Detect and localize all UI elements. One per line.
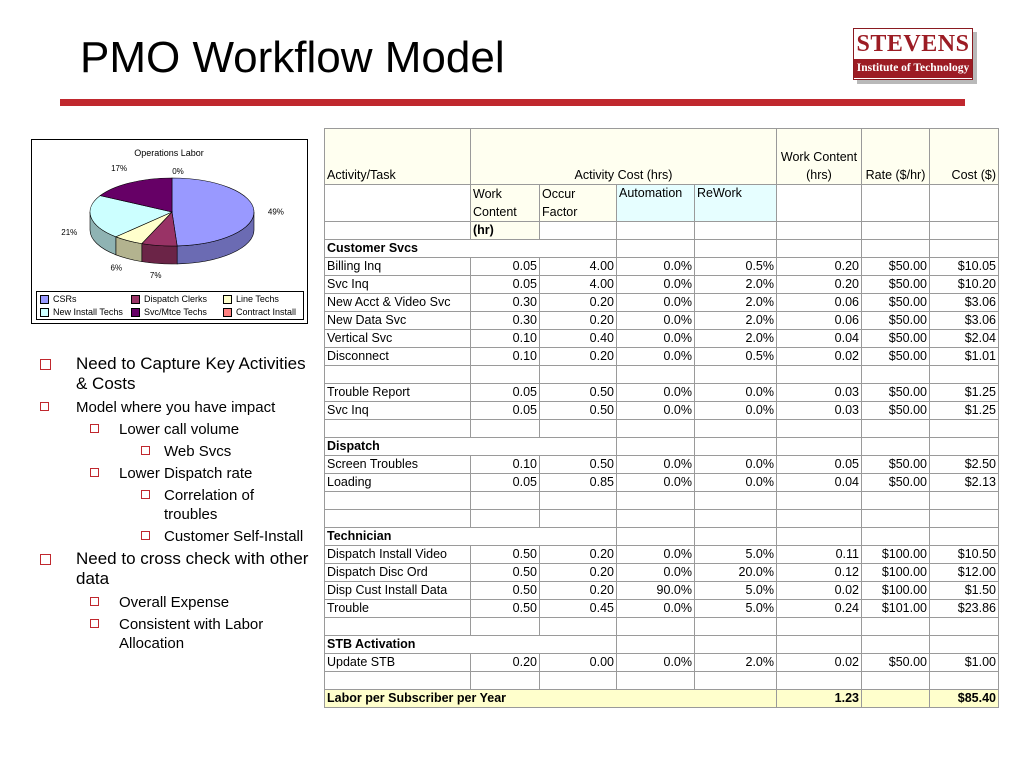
work-content-cell: 0.50	[471, 582, 540, 600]
activity-label: New Data Svc	[325, 312, 471, 330]
bullet-box-icon	[40, 554, 51, 565]
legend-item	[40, 307, 123, 317]
bullet-labor-allocation: Consistent with Labor Allocation	[36, 615, 311, 653]
rate-cell: $50.00	[862, 330, 930, 348]
slide-title: PMO Workflow Model	[80, 33, 505, 82]
cost-cell: $12.00	[930, 564, 999, 582]
pie-label: 17%	[111, 164, 128, 174]
cost-cell: $1.01	[930, 348, 999, 366]
rework-cell: 5.0%	[695, 546, 777, 564]
activity-label: Svc Inq	[325, 402, 471, 420]
occur-factor-cell: 0.85	[540, 474, 617, 492]
rework-cell: 2.0%	[695, 294, 777, 312]
work-content-cell: 0.05	[471, 258, 540, 276]
table-blank-row	[325, 420, 999, 438]
header-work-content: Work Content (hrs)	[777, 129, 862, 185]
occur-factor-cell: 0.00	[540, 654, 617, 672]
bullet-box-icon	[90, 619, 99, 628]
bullet-list	[36, 354, 311, 656]
bullet-box-icon	[40, 359, 51, 370]
header-rate: Rate ($/hr)	[862, 129, 930, 185]
bullet-box-icon	[90, 468, 99, 477]
automation-cell: 0.0%	[617, 474, 695, 492]
table-row	[325, 546, 999, 564]
subheader-occur-factor: Occur Factor	[540, 185, 617, 222]
table-blank-row	[325, 618, 999, 636]
legend-item	[223, 307, 296, 317]
workflow-table	[324, 128, 999, 708]
table-row	[325, 384, 999, 402]
rework-cell: 5.0%	[695, 582, 777, 600]
table-row	[325, 564, 999, 582]
subheader-automation: Automation	[617, 185, 695, 222]
logo-name: STEVENS	[856, 31, 970, 57]
total-cost: $85.40	[930, 690, 999, 708]
activity-label: Disp Cust Install Data	[325, 582, 471, 600]
work-hrs-cell: 0.04	[777, 474, 862, 492]
rate-cell: $50.00	[862, 654, 930, 672]
occur-factor-cell: 0.20	[540, 582, 617, 600]
bullet-web-svcs: Web Svcs	[36, 442, 311, 461]
bullet-box-icon	[141, 446, 150, 455]
subheader-hr: (hr)	[471, 222, 540, 240]
rework-cell: 0.0%	[695, 456, 777, 474]
table-blank-row	[325, 510, 999, 528]
subheader-rework: ReWork	[695, 185, 777, 222]
table-header-row	[325, 129, 999, 185]
work-hrs-cell: 0.12	[777, 564, 862, 582]
legend-swatch	[223, 308, 232, 317]
work-hrs-cell: 0.04	[777, 330, 862, 348]
work-hrs-cell: 0.02	[777, 348, 862, 366]
bullet-capture-activities: Need to Capture Key Activities & Costs	[36, 354, 311, 394]
work-content-cell: 0.50	[471, 546, 540, 564]
cost-cell: $23.86	[930, 600, 999, 618]
cost-cell: $1.25	[930, 402, 999, 420]
table-row	[325, 312, 999, 330]
logo-subtitle: Institute of Technology	[854, 59, 972, 78]
work-content-cell: 0.20	[471, 654, 540, 672]
rework-cell: 2.0%	[695, 330, 777, 348]
occur-factor-cell: 0.20	[540, 312, 617, 330]
work-content-cell: 0.10	[471, 348, 540, 366]
work-hrs-cell: 0.24	[777, 600, 862, 618]
automation-cell: 0.0%	[617, 258, 695, 276]
table-row	[325, 330, 999, 348]
operations-labor-chart	[31, 139, 308, 324]
bullet-overall-expense: Overall Expense	[36, 593, 311, 612]
table-section-row	[325, 438, 999, 456]
activity-label: Dispatch Install Video	[325, 546, 471, 564]
pie-chart	[32, 140, 307, 290]
legend-item	[223, 294, 279, 304]
work-hrs-cell: 0.20	[777, 276, 862, 294]
automation-cell: 0.0%	[617, 312, 695, 330]
rate-cell: $101.00	[862, 600, 930, 618]
activity-label: New Acct & Video Svc	[325, 294, 471, 312]
work-content-cell: 0.50	[471, 564, 540, 582]
legend-swatch	[131, 308, 140, 317]
legend-swatch	[131, 295, 140, 304]
work-content-cell: 0.10	[471, 330, 540, 348]
pie-label: 6%	[110, 263, 123, 273]
activity-label: Trouble	[325, 600, 471, 618]
legend-label: CSRs	[53, 294, 77, 304]
chart-legend	[36, 291, 304, 320]
rate-cell: $50.00	[862, 474, 930, 492]
work-content-cell: 0.05	[471, 402, 540, 420]
work-hrs-cell: 0.02	[777, 654, 862, 672]
table-section-row	[325, 528, 999, 546]
activity-label: Dispatch Disc Ord	[325, 564, 471, 582]
bullet-cross-check: Need to cross check with other data	[36, 549, 311, 589]
work-hrs-cell: 0.03	[777, 384, 862, 402]
work-content-cell: 0.50	[471, 600, 540, 618]
bullet-model-impact: Model where you have impact	[36, 398, 311, 417]
automation-cell: 0.0%	[617, 294, 695, 312]
rate-cell: $50.00	[862, 276, 930, 294]
occur-factor-cell: 4.00	[540, 276, 617, 294]
table-blank-row	[325, 672, 999, 690]
rework-cell: 2.0%	[695, 312, 777, 330]
rate-cell: $50.00	[862, 348, 930, 366]
rework-cell: 2.0%	[695, 654, 777, 672]
rate-cell: $50.00	[862, 384, 930, 402]
automation-cell: 0.0%	[617, 600, 695, 618]
cost-cell: $2.04	[930, 330, 999, 348]
work-content-cell: 0.05	[471, 384, 540, 402]
work-hrs-cell: 0.20	[777, 258, 862, 276]
total-label: Labor per Subscriber per Year	[325, 690, 777, 708]
activity-label: Trouble Report	[325, 384, 471, 402]
activity-label: Update STB	[325, 654, 471, 672]
automation-cell: 0.0%	[617, 276, 695, 294]
table-row	[325, 582, 999, 600]
automation-cell: 0.0%	[617, 546, 695, 564]
rework-cell: 2.0%	[695, 276, 777, 294]
bullet-lower-call-volume: Lower call volume	[36, 420, 311, 439]
legend-item	[131, 294, 207, 304]
activity-label: Svc Inq	[325, 276, 471, 294]
work-hrs-cell: 0.03	[777, 402, 862, 420]
total-row	[325, 690, 999, 708]
cost-cell: $10.50	[930, 546, 999, 564]
legend-item	[131, 307, 207, 317]
rate-cell: $50.00	[862, 312, 930, 330]
legend-swatch	[223, 295, 232, 304]
occur-factor-cell: 0.20	[540, 348, 617, 366]
chart-title: Operations Labor	[134, 148, 204, 158]
legend-label: Contract Install	[236, 307, 297, 317]
section-label: Customer Svcs	[325, 240, 617, 258]
header-cost: Cost ($)	[930, 129, 999, 185]
cost-cell: $10.20	[930, 276, 999, 294]
bullet-box-icon	[141, 490, 150, 499]
legend-item	[40, 294, 77, 304]
legend-label: Dispatch Clerks	[144, 294, 208, 304]
table-row	[325, 600, 999, 618]
work-content-cell: 0.10	[471, 456, 540, 474]
rework-cell: 0.5%	[695, 348, 777, 366]
occur-factor-cell: 0.45	[540, 600, 617, 618]
occur-factor-cell: 0.40	[540, 330, 617, 348]
cost-cell: $3.06	[930, 312, 999, 330]
work-content-cell: 0.30	[471, 294, 540, 312]
rate-cell: $50.00	[862, 402, 930, 420]
total-work-content: 1.23	[777, 690, 862, 708]
occur-factor-cell: 0.20	[540, 546, 617, 564]
table-subheader-row	[325, 185, 999, 222]
occur-factor-cell: 0.20	[540, 564, 617, 582]
legend-label: New Install Techs	[53, 307, 123, 317]
table-section-row	[325, 636, 999, 654]
work-hrs-cell: 0.05	[777, 456, 862, 474]
cost-cell: $2.50	[930, 456, 999, 474]
pie-label: 0%	[172, 167, 184, 176]
cost-cell: $1.00	[930, 654, 999, 672]
pie-slice-side	[142, 244, 177, 264]
rework-cell: 0.0%	[695, 384, 777, 402]
rework-cell: 0.0%	[695, 402, 777, 420]
rate-cell: $100.00	[862, 564, 930, 582]
table-row	[325, 294, 999, 312]
pie-label: 21%	[61, 227, 78, 237]
work-content-cell: 0.05	[471, 276, 540, 294]
occur-factor-cell: 0.50	[540, 456, 617, 474]
occur-factor-cell: 0.50	[540, 384, 617, 402]
work-hrs-cell: 0.06	[777, 294, 862, 312]
automation-cell: 0.0%	[617, 384, 695, 402]
bullet-box-icon	[141, 531, 150, 540]
automation-cell: 0.0%	[617, 348, 695, 366]
work-content-cell: 0.30	[471, 312, 540, 330]
cost-cell: $3.06	[930, 294, 999, 312]
automation-cell: 0.0%	[617, 402, 695, 420]
legend-label: Line Techs	[236, 294, 279, 304]
legend-label: Svc/Mtce Techs	[144, 307, 207, 317]
cost-cell: $2.13	[930, 474, 999, 492]
automation-cell: 0.0%	[617, 330, 695, 348]
table-row	[325, 348, 999, 366]
table-row	[325, 654, 999, 672]
subheader-work-content: Work Content	[471, 185, 540, 222]
work-hrs-cell: 0.02	[777, 582, 862, 600]
pie-label: 7%	[149, 271, 162, 281]
pie-label: 49%	[267, 207, 284, 217]
bullet-box-icon	[40, 402, 49, 411]
rate-cell: $100.00	[862, 546, 930, 564]
automation-cell: 90.0%	[617, 582, 695, 600]
cost-cell: $1.50	[930, 582, 999, 600]
title-divider	[60, 99, 965, 106]
bullet-lower-dispatch-rate: Lower Dispatch rate	[36, 464, 311, 483]
table-row	[325, 456, 999, 474]
rate-cell: $50.00	[862, 456, 930, 474]
rate-cell: $50.00	[862, 294, 930, 312]
table-row	[325, 474, 999, 492]
table-section-row	[325, 240, 999, 258]
activity-label: Screen Troubles	[325, 456, 471, 474]
section-label: Technician	[325, 528, 617, 546]
automation-cell: 0.0%	[617, 564, 695, 582]
rate-cell: $50.00	[862, 258, 930, 276]
table-row	[325, 402, 999, 420]
legend-swatch	[40, 295, 49, 304]
activity-label: Vertical Svc	[325, 330, 471, 348]
table-row	[325, 258, 999, 276]
rework-cell: 20.0%	[695, 564, 777, 582]
rework-cell: 5.0%	[695, 600, 777, 618]
bullet-correlation-troubles: Correlation of troubles	[36, 486, 311, 524]
work-hrs-cell: 0.06	[777, 312, 862, 330]
cost-cell: $1.25	[930, 384, 999, 402]
table-blank-row	[325, 492, 999, 510]
activity-label: Disconnect	[325, 348, 471, 366]
rate-cell: $100.00	[862, 582, 930, 600]
section-label: Dispatch	[325, 438, 617, 456]
occur-factor-cell: 0.20	[540, 294, 617, 312]
activity-label: Billing Inq	[325, 258, 471, 276]
automation-cell: 0.0%	[617, 456, 695, 474]
activity-label: Loading	[325, 474, 471, 492]
bullet-box-icon	[90, 424, 99, 433]
rework-cell: 0.5%	[695, 258, 777, 276]
table-blank-row	[325, 366, 999, 384]
section-label: STB Activation	[325, 636, 617, 654]
occur-factor-cell: 0.50	[540, 402, 617, 420]
header-activity: Activity/Task	[325, 129, 471, 185]
header-activity-cost: Activity Cost (hrs)	[471, 129, 777, 185]
bullet-box-icon	[90, 597, 99, 606]
table-row	[325, 276, 999, 294]
cost-cell: $10.05	[930, 258, 999, 276]
rework-cell: 0.0%	[695, 474, 777, 492]
automation-cell: 0.0%	[617, 654, 695, 672]
work-hrs-cell: 0.11	[777, 546, 862, 564]
bullet-customer-self-install: Customer Self-Install	[36, 527, 311, 546]
occur-factor-cell: 4.00	[540, 258, 617, 276]
legend-swatch	[40, 308, 49, 317]
work-content-cell: 0.05	[471, 474, 540, 492]
stevens-logo	[853, 28, 973, 80]
table-unit-row	[325, 222, 999, 240]
